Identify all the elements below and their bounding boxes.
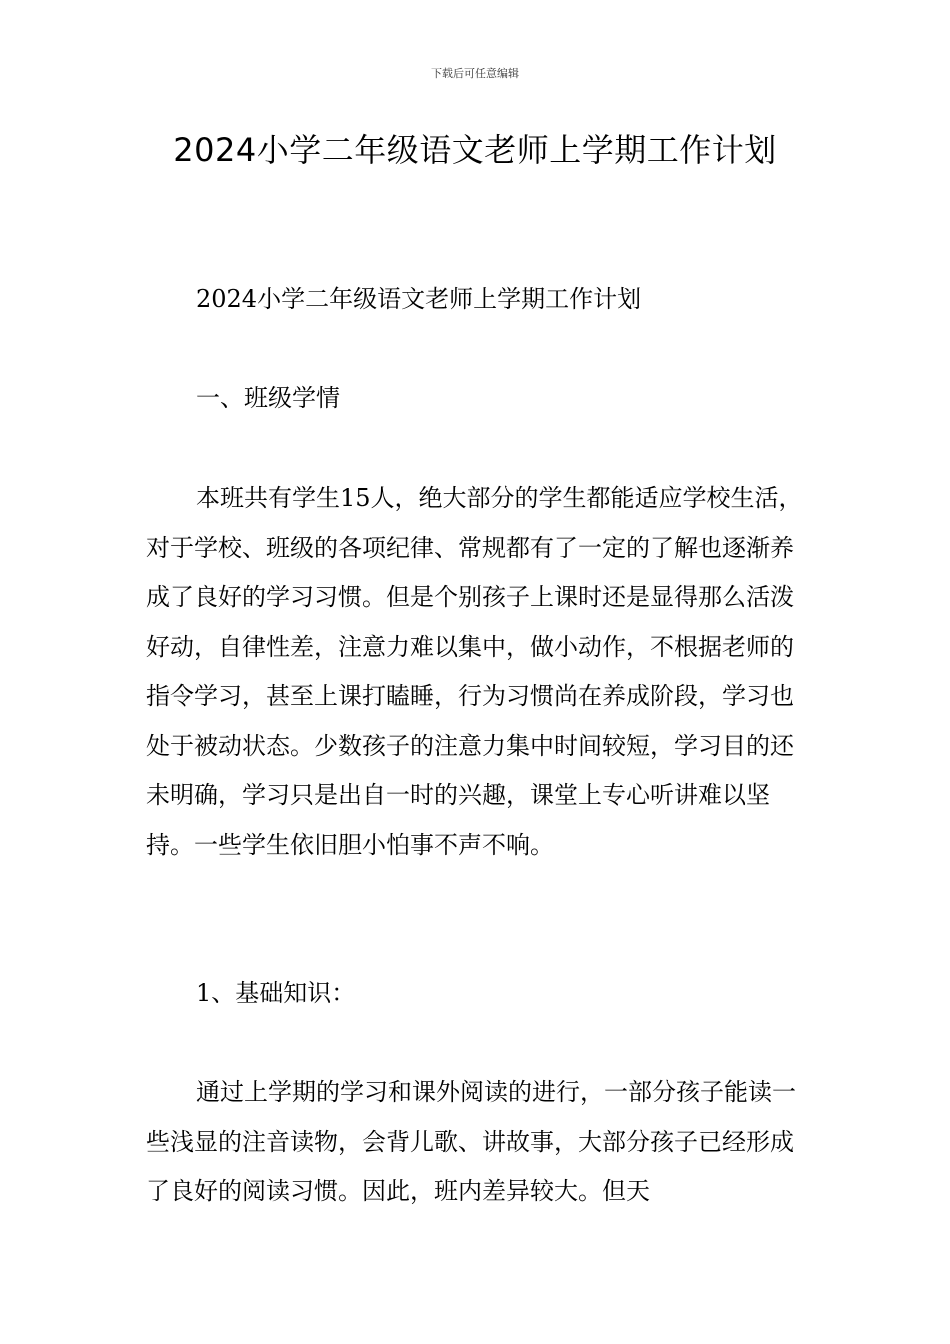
section-heading-basic-knowledge: 1、基础知识： (196, 979, 356, 1007)
paragraph-basic-knowledge: 通过上学期的学习和课外阅读的进行，一部分孩子能读一些浅显的注音读物，会背儿歌、讲故事，大部分孩子已经形成了良好的阅读习惯。因此，班内差异较大。但天 (146, 1078, 796, 1205)
paragraph-class-situation: 本班共有学生15人，绝大部分的学生都能适应学校生活，对于学校、班级的各项纪律、常规都有了一定的了解也逐渐养成了良好的学习习惯。但是个别孩子上课时还是显得那么活泼好动，自律性差，注意力难以集中，做小动作，不根据老师的指令学习，甚至上课打瞌睡，行为习惯尚在养成阶段，学习也处于被动状态。少数孩子的注意力集中时间较短，学习目的还未明确，学习只是出自一时的兴趣，课堂上专心听讲难以坚持。一些学生依旧胆小怕事不声不响。 (146, 484, 803, 859)
document-title: 2024小学二年级语文老师上学期工作计划 (173, 131, 777, 169)
document-subtitle: 2024小学二年级语文老师上学期工作计划 (196, 285, 642, 313)
section-heading-class-situation: 一、班级学情 (196, 384, 340, 412)
header-note: 下载后可任意编辑 (431, 67, 519, 80)
